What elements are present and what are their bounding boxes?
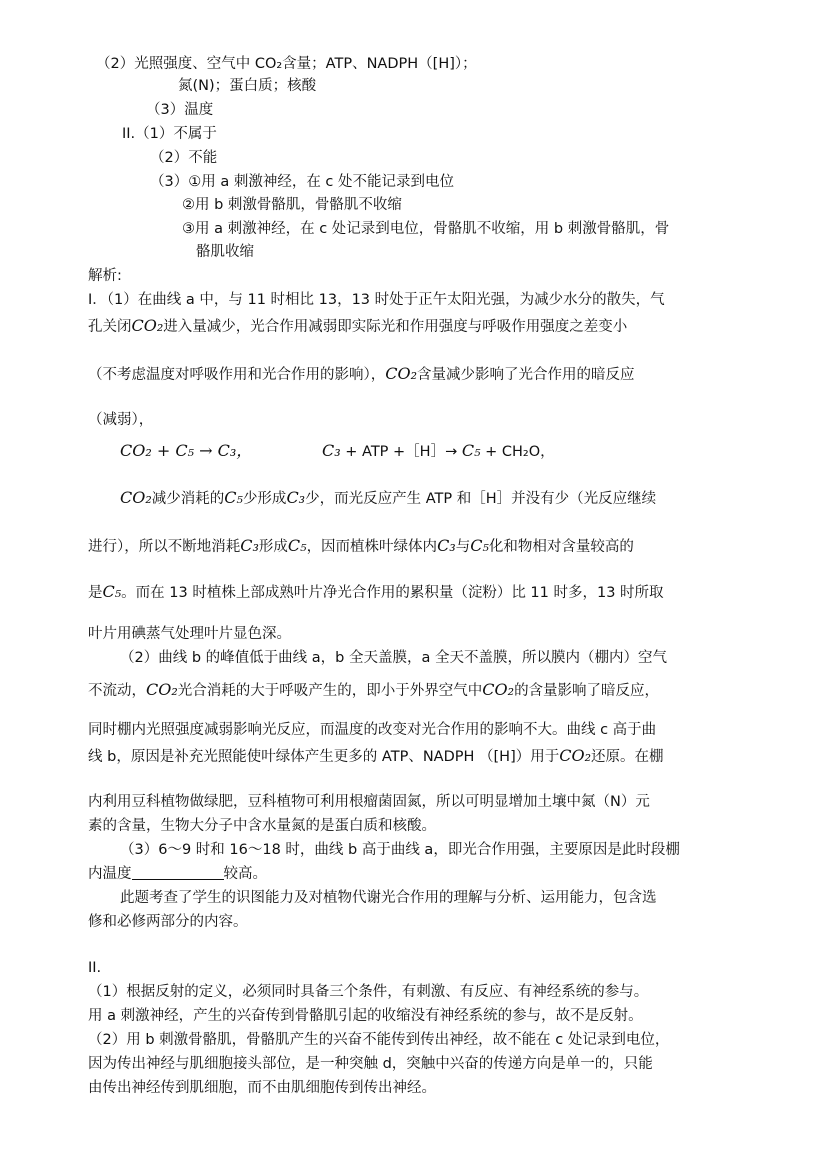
- analysis-p2-line5: 内利用豆科植物做绿肥，豆科植物可利用根瘤菌固氮，所以可明显增加土壤中氮（N）元: [88, 794, 650, 810]
- analysis-p2-line2: 不流动，CO₂光合消耗的大于呼吸产生的，即小于外界空气中CO₂的含量影响了暗反应，: [88, 680, 660, 699]
- equation-1: CO₂ + C₅ → C₃，: [120, 441, 253, 460]
- analysis-ii-1-line1: （1）根据反射的定义，必须同时具备三个条件，有刺激、有反应、有神经系统的参与。: [88, 984, 649, 1000]
- equation-2: C₃ + ATP +［H］→ C₅ + CH₂O，: [322, 441, 555, 460]
- analysis-ii-1-line2: 用 a 刺激神经，产生的兴奋传到骨骼肌引起的收缩没有神经系统的参与，故不是反射。: [88, 1008, 643, 1024]
- answer-ii-2: （2）不能: [150, 150, 218, 166]
- analysis-ii-2-line1: （2）用 b 刺激骨骼肌，骨骼肌产生的兴奋不能传到传出神经，故不能在 c 处记录到电位，: [88, 1032, 670, 1048]
- answer-ii-3-c: ③用 a 刺激神经，在 c 处记录到电位，骨骼肌不收缩，用 b 刺激骨骼肌，骨: [182, 221, 670, 237]
- analysis-p1-line5: CO₂减少消耗的C₅少形成C₃少，而光反应产生 ATP 和［H］并没有少（光反应继续: [120, 488, 657, 507]
- analysis-summary-line2: 修和必修两部分的内容。: [88, 914, 248, 930]
- analysis-p1-line6: 进行），所以不断地消耗C₃形成C₅，因而植株叶绿体内C₃与C₅化和物相对含量较高的: [88, 536, 634, 555]
- answer-blank: [132, 865, 224, 880]
- formula-co2: CO₂: [385, 364, 418, 383]
- answer-ii-3-c-cont: 骼肌收缩: [196, 244, 254, 260]
- analysis-p3-line1: （3）6～9 时和 16～18 时，曲线 b 高于曲线 a，即光合作用强，主要原因是此时段棚: [120, 842, 680, 858]
- analysis-p3-line2: 内温度 较高。: [88, 866, 267, 882]
- answer-ii-3-a: （3）①用 a 刺激神经，在 c 处不能记录到电位: [150, 174, 455, 190]
- analysis-ii-2-line2: 因为传出神经与肌细胞接头部位，是一种突触 d，突触中兴奋的传递方向是单一的，只能: [88, 1056, 653, 1072]
- analysis-ii-2-line3: 由传出神经传到肌细胞，而不由肌细胞传到传出神经。: [88, 1080, 436, 1096]
- analysis-p1-line2: 孔关闭CO₂进入量减少，光合作用减弱即实际光和作用强度与呼吸作用强度之差变小: [88, 316, 628, 335]
- answer-2-line1: （2）光照强度、空气中 CO₂含量；ATP、NADPH（[H]）；: [96, 56, 477, 72]
- section-ii-heading: II.: [88, 960, 102, 976]
- answer-ii-3-b: ②用 b 刺激骨骼肌，骨骼肌不收缩: [182, 197, 402, 213]
- analysis-p2-line6: 素的含量，生物大分子中含水量氮的是蛋白质和核酸。: [88, 818, 436, 834]
- analysis-p1-line8: 叶片用碘蒸气处理叶片显色深。: [88, 626, 291, 642]
- analysis-heading: 解析:: [88, 268, 122, 284]
- analysis-p1-line4: （减弱），: [88, 412, 154, 428]
- answer-3: （3）温度: [146, 102, 214, 118]
- analysis-p2-line1: （2）曲线 b 的峰值低于曲线 a，b 全天盖膜，a 全天不盖膜，所以膜内（棚内）空气: [120, 650, 667, 666]
- analysis-summary-line1: 此题考查了学生的识图能力及对植物代谢光合作用的理解与分析、运用能力，包含选: [120, 890, 657, 906]
- analysis-p1-line7: 是C₅。而在 13 时植株上部成熟叶片净光合作用的累积量（淀粉）比 11 时多，13 时所取: [88, 582, 664, 601]
- answer-2-line2: 氮(N)；蛋白质；核酸: [178, 78, 317, 94]
- analysis-p1-line3: （不考虑温度对呼吸作用和光合作用的影响），CO₂含量减少影响了光合作用的暗反应: [88, 364, 635, 383]
- formula-co2: CO₂: [131, 316, 164, 335]
- answer-ii-1: II.（1）不属于: [122, 126, 217, 142]
- analysis-p2-line4: 线 b，原因是补充光照能使叶绿体产生更多的 ATP、NADPH （[H]）用于CO₂还原。在棚: [88, 746, 664, 765]
- analysis-p2-line3: 同时棚内光照强度减弱影响光反应，而温度的改变对光合作用的影响不大。曲线 c 高于曲: [88, 722, 657, 738]
- analysis-p1-line1: I．（1）在曲线 a 中，与 11 时相比 13，13 时处于正午太阳光强，为减少水分的散失，气: [88, 292, 665, 308]
